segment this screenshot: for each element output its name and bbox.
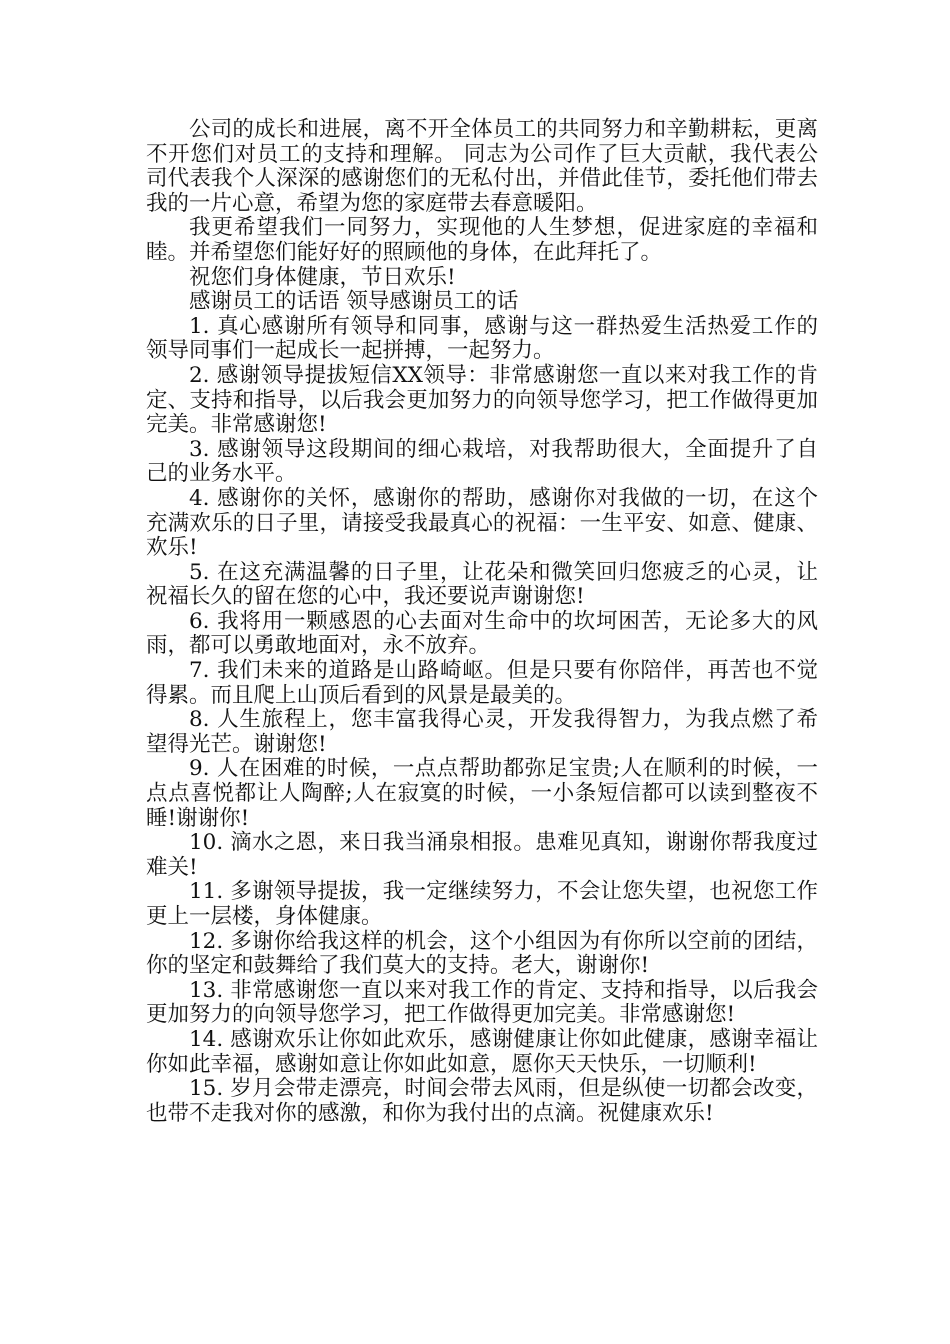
list-item: 3. 感谢领导这段期间的细心栽培，对我帮助很大，全面提升了自己的业务水平。 bbox=[146, 436, 818, 487]
intro-paragraph-3: 祝您们身体健康，节日欢乐! bbox=[189, 264, 456, 290]
list-item: 15. 岁月会带走漂亮，时间会带去风雨，但是纵使一切都会改变，也带不走我对你的感激，和你为我付出的点滴。祝健康欢乐! bbox=[146, 1076, 818, 1126]
list-item: 1. 真心感谢所有领导和同事，感谢与这一群热爱生活热爱工作的领导同事们一起成长一起拼搏，一起努力。 bbox=[146, 313, 818, 364]
list-item: 4. 感谢你的关怀，感谢你的帮助，感谢你对我做的一切，在这个充满欢乐的日子里，请接受我最真心的祝福：一生平安、如意、健康、欢乐! bbox=[146, 485, 818, 561]
intro-paragraph-2: 我更希望我们一同努力，实现他的人生梦想，促进家庭的幸福和睦。并希望您们能好好的照顾他的身体，在此拜托了。 bbox=[146, 215, 818, 265]
list-item: 14. 感谢欢乐让你如此欢乐，感谢健康让你如此健康，感谢幸福让你如此幸福，感谢如意让你如此如意，愿你天天快乐，一切顺利! bbox=[146, 1026, 818, 1077]
list-item: 7. 我们未来的道路是山路崎岖。但是只要有你陪伴，再苦也不觉得累。而且爬上山顶后看到的风景是最美的。 bbox=[146, 658, 818, 708]
list-item: 5. 在这充满温馨的日子里，让花朵和微笑回归您疲乏的心灵，让祝福长久的留在您的心中，我还要说声谢谢您! bbox=[146, 559, 818, 610]
list-item: 6. 我将用一颗感恩的心去面对生命中的坎坷困苦，无论多大的风雨，都可以勇敢地面对，永不放弃。 bbox=[146, 608, 818, 659]
intro-paragraph-1: 公司的成长和进展，离不开全体员工的共同努力和辛勤耕耘，更离不开您们对员工的支持和理解。 同志为公司作了巨大贡献，我代表公司代表我个人深深的感谢您们的无私付出，并借此佳节，委托他们带去我的一片心意，希望为您的家庭带去春意暖阳。 bbox=[146, 117, 818, 216]
list-item: 9. 人在困难的时候，一点点帮助都弥足宝贵;人在顺利的时候，一点点喜悦都让人陶醉;人在寂寞的时候，一小条短信都可以读到整夜不睡!谢谢你! bbox=[146, 756, 818, 831]
list-item: 11. 多谢领导提拔，我一定继续努力，不会让您失望，也祝您工作更上一层楼，身体健康。 bbox=[146, 879, 818, 929]
list-item: 2. 感谢领导提拔短信XX领导：非常感谢您一直以来对我工作的肯定、支持和指导，以后我会更加努力的向领导您学习，把工作做得更加完美。非常感谢您! bbox=[146, 362, 818, 438]
list-item: 8. 人生旅程上，您丰富我得心灵，开发我得智力，为我点燃了希望得光芒。谢谢您! bbox=[146, 707, 818, 757]
section-title: 感谢员工的话语 领导感谢员工的话 bbox=[189, 289, 519, 315]
list-item: 12. 多谢你给我这样的机会，这个小组因为有你所以空前的团结，你的坚定和鼓舞给了我们莫大的支持。老大，谢谢你! bbox=[146, 928, 818, 979]
document-body bbox=[146, 118, 818, 1126]
list-item: 10. 滴水之恩，来日我当涌泉相报。患难见真知，谢谢你帮我度过难关! bbox=[146, 830, 818, 880]
list-item: 13. 非常感谢您一直以来对我工作的肯定、支持和指导，以后我会更加努力的向领导您学习，把工作做得更加完美。非常感谢您! bbox=[146, 977, 818, 1028]
